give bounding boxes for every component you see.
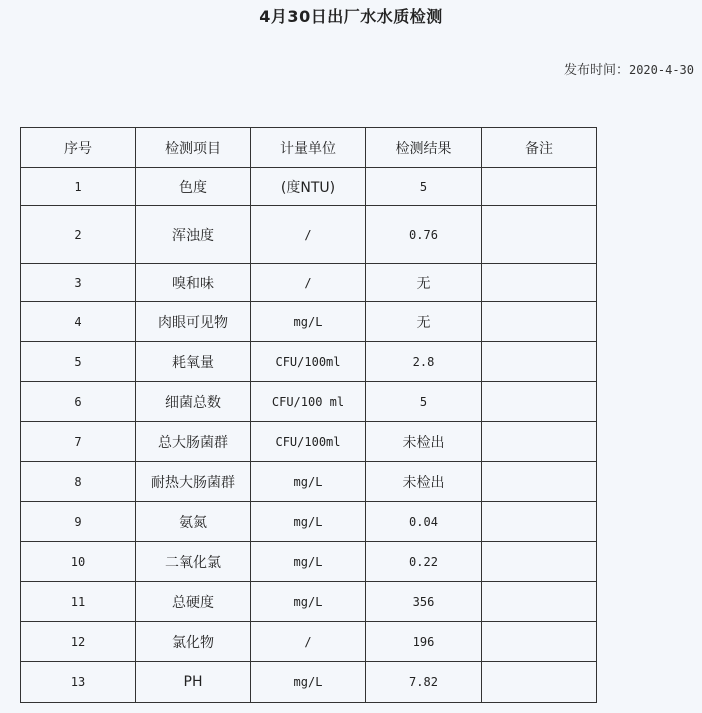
cell-result: 未检出 (366, 462, 482, 502)
table-row (21, 622, 597, 662)
cell-result: 0.76 (366, 206, 482, 264)
table-row (21, 462, 597, 502)
cell-no: 5 (21, 342, 136, 382)
table-row (21, 264, 597, 302)
publish-time-label: 发布时间： (563, 63, 629, 78)
cell-result: 5 (366, 382, 482, 422)
cell-no: 8 (21, 462, 136, 502)
cell-no: 1 (21, 168, 136, 206)
cell-note (482, 622, 597, 662)
cell-note (482, 542, 597, 582)
header-no: 序号 (21, 128, 136, 168)
cell-item: 细菌总数 (136, 382, 251, 422)
cell-no: 7 (21, 422, 136, 462)
table-row (21, 542, 597, 582)
cell-item: 色度 (136, 168, 251, 206)
cell-note (482, 502, 597, 542)
cell-note (482, 582, 597, 622)
cell-result: 未检出 (366, 422, 482, 462)
table-row (21, 342, 597, 382)
cell-result: 0.22 (366, 542, 482, 582)
cell-result: 无 (366, 302, 482, 342)
cell-unit: mg/L (251, 542, 366, 582)
cell-note (482, 422, 597, 462)
cell-unit: mg/L (251, 582, 366, 622)
cell-note (482, 206, 597, 264)
cell-item: 二氧化氯 (136, 542, 251, 582)
cell-unit: / (251, 264, 366, 302)
table-row (21, 302, 597, 342)
cell-note (482, 382, 597, 422)
cell-note (482, 264, 597, 302)
cell-item: 氯化物 (136, 622, 251, 662)
cell-note (482, 662, 597, 703)
cell-item: 浑浊度 (136, 206, 251, 264)
table-row (21, 502, 597, 542)
header-item: 检测项目 (136, 128, 251, 168)
cell-item: 总大肠菌群 (136, 422, 251, 462)
cell-item: 耐热大肠菌群 (136, 462, 251, 502)
table-row (21, 422, 597, 462)
table-row (21, 582, 597, 622)
cell-item: 肉眼可见物 (136, 302, 251, 342)
table-row (21, 662, 597, 703)
cell-unit: mg/L (251, 462, 366, 502)
cell-no: 2 (21, 206, 136, 264)
cell-no: 6 (21, 382, 136, 422)
cell-result: 0.04 (366, 502, 482, 542)
cell-no: 10 (21, 542, 136, 582)
cell-unit: CFU/100ml (251, 342, 366, 382)
cell-unit: CFU/100ml (251, 422, 366, 462)
table-row (21, 206, 597, 264)
cell-result: 无 (366, 264, 482, 302)
cell-no: 11 (21, 582, 136, 622)
publish-time-value: 2020-4-30 (628, 63, 694, 77)
publish-time (564, 59, 694, 78)
cell-item: 氨氮 (136, 502, 251, 542)
cell-note (482, 462, 597, 502)
cell-no: 3 (21, 264, 136, 302)
cell-no: 4 (21, 302, 136, 342)
cell-unit: / (251, 622, 366, 662)
page-title: 4月30日出厂水水质检测 (259, 7, 443, 26)
cell-note (482, 302, 597, 342)
cell-note (482, 168, 597, 206)
cell-result: 5 (366, 168, 482, 206)
cell-item: 总硬度 (136, 582, 251, 622)
cell-no: 9 (21, 502, 136, 542)
cell-item: 嗅和味 (136, 264, 251, 302)
cell-result: 196 (366, 622, 482, 662)
cell-note (482, 342, 597, 382)
water-quality-table (20, 127, 597, 703)
header-result: 检测结果 (366, 128, 482, 168)
cell-unit: (度NTU) (251, 168, 366, 206)
header-unit: 计量单位 (251, 128, 366, 168)
cell-unit: CFU/100 ml (251, 382, 366, 422)
cell-no: 12 (21, 622, 136, 662)
cell-unit: / (251, 206, 366, 264)
cell-unit: mg/L (251, 662, 366, 703)
table-row (21, 382, 597, 422)
cell-result: 7.82 (366, 662, 482, 703)
table-row (21, 168, 597, 206)
table-header-row (21, 128, 597, 168)
cell-item: PH (136, 662, 251, 703)
cell-item: 耗氧量 (136, 342, 251, 382)
cell-result: 356 (366, 582, 482, 622)
header-note: 备注 (482, 128, 597, 168)
cell-result: 2.8 (366, 342, 482, 382)
table-body (21, 168, 597, 703)
cell-unit: mg/L (251, 302, 366, 342)
cell-no: 13 (21, 662, 136, 703)
cell-unit: mg/L (251, 502, 366, 542)
